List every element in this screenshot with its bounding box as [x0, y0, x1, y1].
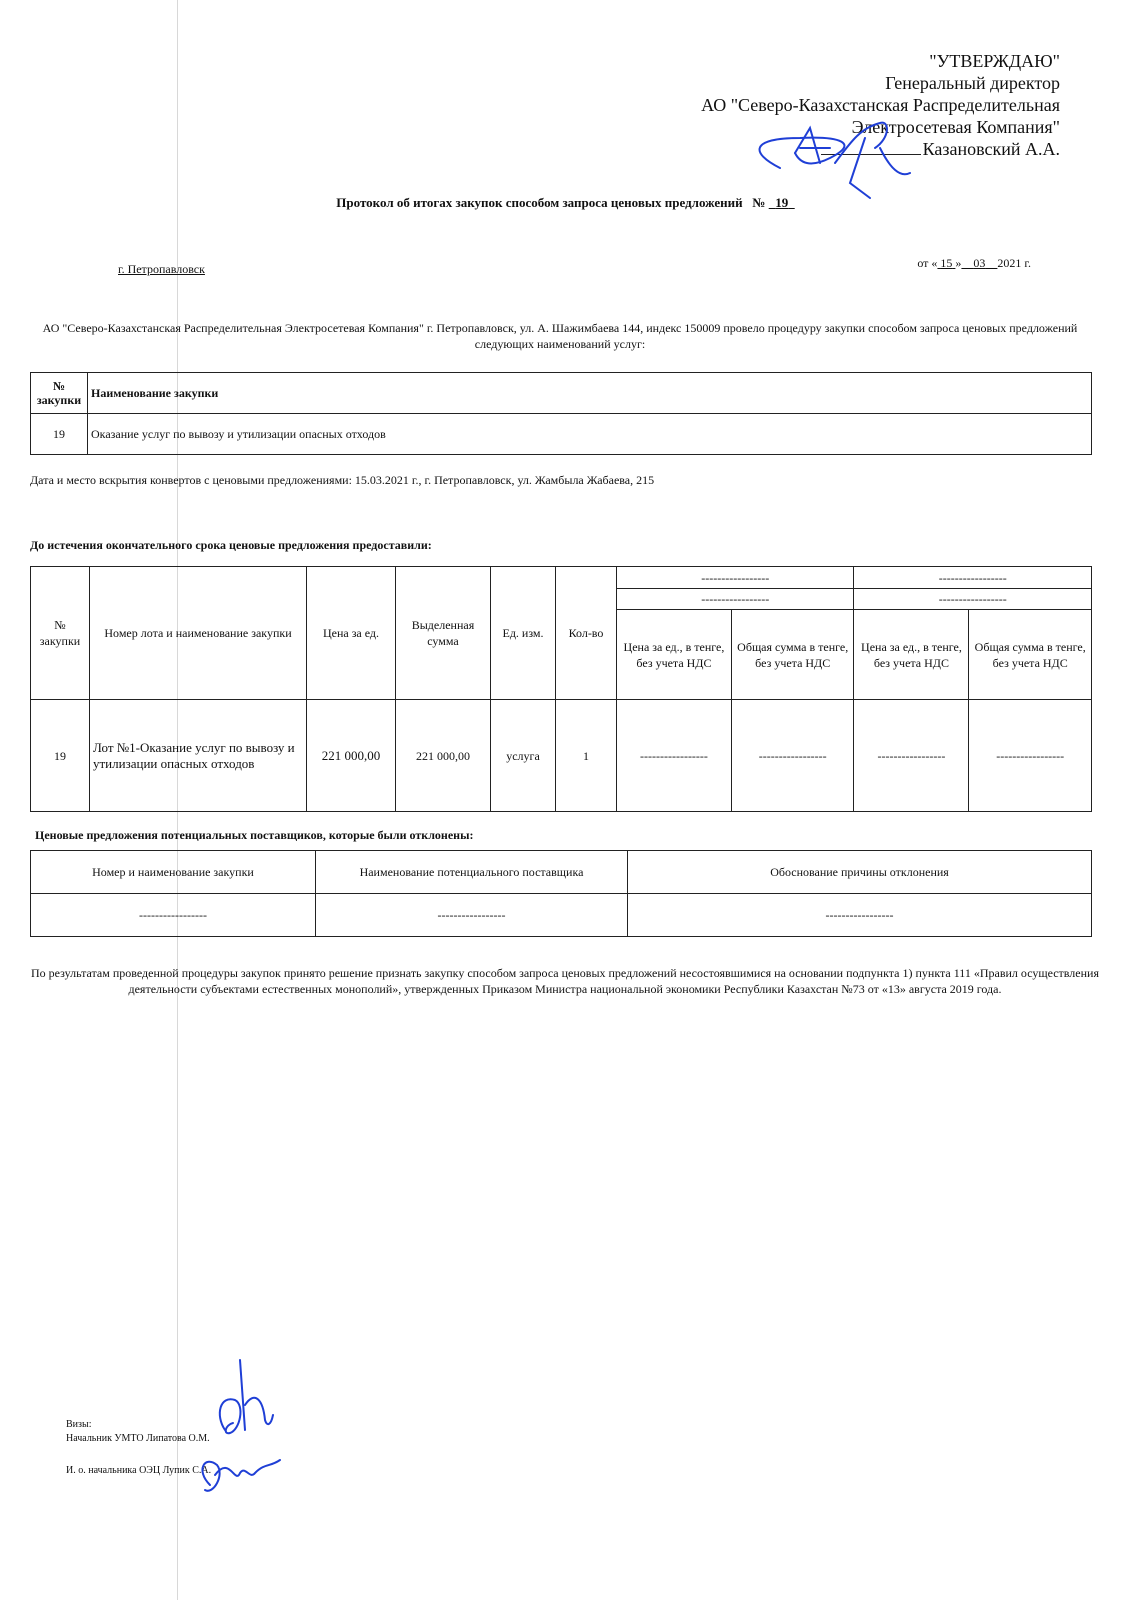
offer-num: 19 [31, 700, 90, 812]
offer-price: 221 000,00 [307, 700, 396, 812]
approval-position: Генеральный директор [885, 73, 1060, 93]
col-procurement-number: № закупки [31, 373, 88, 414]
visa-line-1: Начальник УМТО Липатова О.М. [66, 1433, 210, 1444]
procurement-table [30, 372, 1092, 455]
table-row [31, 894, 1092, 937]
decision-paragraph: По результатам проведенной процедуры закупок принято решение признать закупку способом запроса ценовых предложений несостоявшимися на основании подпункта 1) пункта 111 «Правил осуществления деятельности субъектами естественных монополий», утвержденных Приказом Министра национальной экономики Республики Казахстан №73 от «13» августа 2019 года. [31, 966, 1099, 996]
supplier1-price: Цена за ед., в тенге, без учета НДС [617, 610, 732, 700]
col-allocated: Выделенная сумма [396, 567, 491, 700]
col-unit: Ед. изм. [491, 567, 556, 700]
offer-s1-total: ----------------- [731, 700, 854, 812]
offer-s2-total: ----------------- [969, 700, 1092, 812]
offer-qty: 1 [556, 700, 617, 812]
offer-lot: Лот №1-Оказание услуг по вывозу и утилизации опасных отходов [90, 700, 307, 812]
col-rejected-reason: Обоснование причины отклонения [628, 851, 1092, 894]
supplier2-price: Цена за ед., в тенге, без учета НДС [854, 610, 969, 700]
procurement-number: 19 [31, 414, 88, 455]
procurement-name: Оказание услуг по вывозу и утилизации опасных отходов [88, 414, 1092, 455]
col-lot: Номер лота и наименование закупки [90, 567, 307, 700]
rejected-supplier: ----------------- [316, 894, 628, 937]
section-offers-heading: До истечения окончательного срока ценовые предложения предоставили: [30, 538, 432, 552]
title-number-label: № [752, 195, 766, 210]
approval-heading: "УТВЕРЖДАЮ" [929, 51, 1060, 71]
offer-allocated: 221 000,00 [396, 700, 491, 812]
intro-paragraph: АО "Северо-Казахстанская Распределительная Электросетевая Компания" г. Петропавловск, ул. А. Шажимбаева 144, индекс 150009 провело процедуру закупки способом запроса ценовых предложений следующих наименований услуг: [42, 321, 1078, 351]
director-signature [740, 108, 940, 208]
document-title [0, 195, 1131, 211]
table-row [31, 414, 1092, 455]
supplier2-name: ----------------- [854, 567, 1092, 589]
supplier2-total: Общая сумма в тенге, без учета НДС [969, 610, 1092, 700]
col-rejected-supplier: Наименование потенциального поставщика [316, 851, 628, 894]
col-qty: Кол-во [556, 567, 617, 700]
date-day: 15 [940, 256, 953, 270]
section-rejected-heading: Ценовые предложения потенциальных поставщиков, которые были отклонены: [35, 828, 474, 842]
col-rejected-number: Номер и наименование закупки [31, 851, 316, 894]
offers-table [30, 566, 1092, 812]
col-num: № закупки [31, 567, 90, 700]
col-price: Цена за ед. [307, 567, 396, 700]
visas-label: Визы: [66, 1419, 92, 1430]
protocol-number: 19 [775, 195, 789, 210]
date-year: 2021 г. [997, 256, 1031, 270]
document-date: от « 15 » 03 2021 г. [917, 256, 1031, 270]
offer-unit: услуга [491, 700, 556, 812]
visa-line-2: И. о. начальника ОЭЦ Лупик С.А. [66, 1465, 212, 1476]
supplier1-subheader: ----------------- [617, 589, 854, 610]
title-text: Протокол об итогах закупок способом запроса ценовых предложений [336, 195, 743, 210]
visa-signatures [185, 1355, 285, 1505]
supplier1-name: ----------------- [617, 567, 854, 589]
rejected-number: ----------------- [31, 894, 316, 937]
date-month: 03 [973, 256, 986, 270]
supplier1-total: Общая сумма в тенге, без учета НДС [731, 610, 854, 700]
table-row [31, 700, 1092, 812]
document-city: г. Петропавловск [118, 262, 205, 276]
approval-name: Казановский А.А. [922, 139, 1060, 159]
offer-s1-price: ----------------- [617, 700, 732, 812]
col-procurement-name: Наименование закупки [88, 373, 1092, 414]
rejected-table [30, 850, 1092, 937]
offer-s2-price: ----------------- [854, 700, 969, 812]
approval-company-line2: Электросетевая Компания" [851, 117, 1060, 137]
supplier2-subheader: ----------------- [854, 589, 1092, 610]
rejected-reason: ----------------- [628, 894, 1092, 937]
approval-company-line1: АО "Северо-Казахстанская Распределительная [701, 95, 1060, 115]
opening-info: Дата и место вскрытия конвертов с ценовыми предложениями: 15.03.2021 г., г. Петропавловск, ул. Жамбыла Жабаева, 215 [30, 473, 655, 487]
